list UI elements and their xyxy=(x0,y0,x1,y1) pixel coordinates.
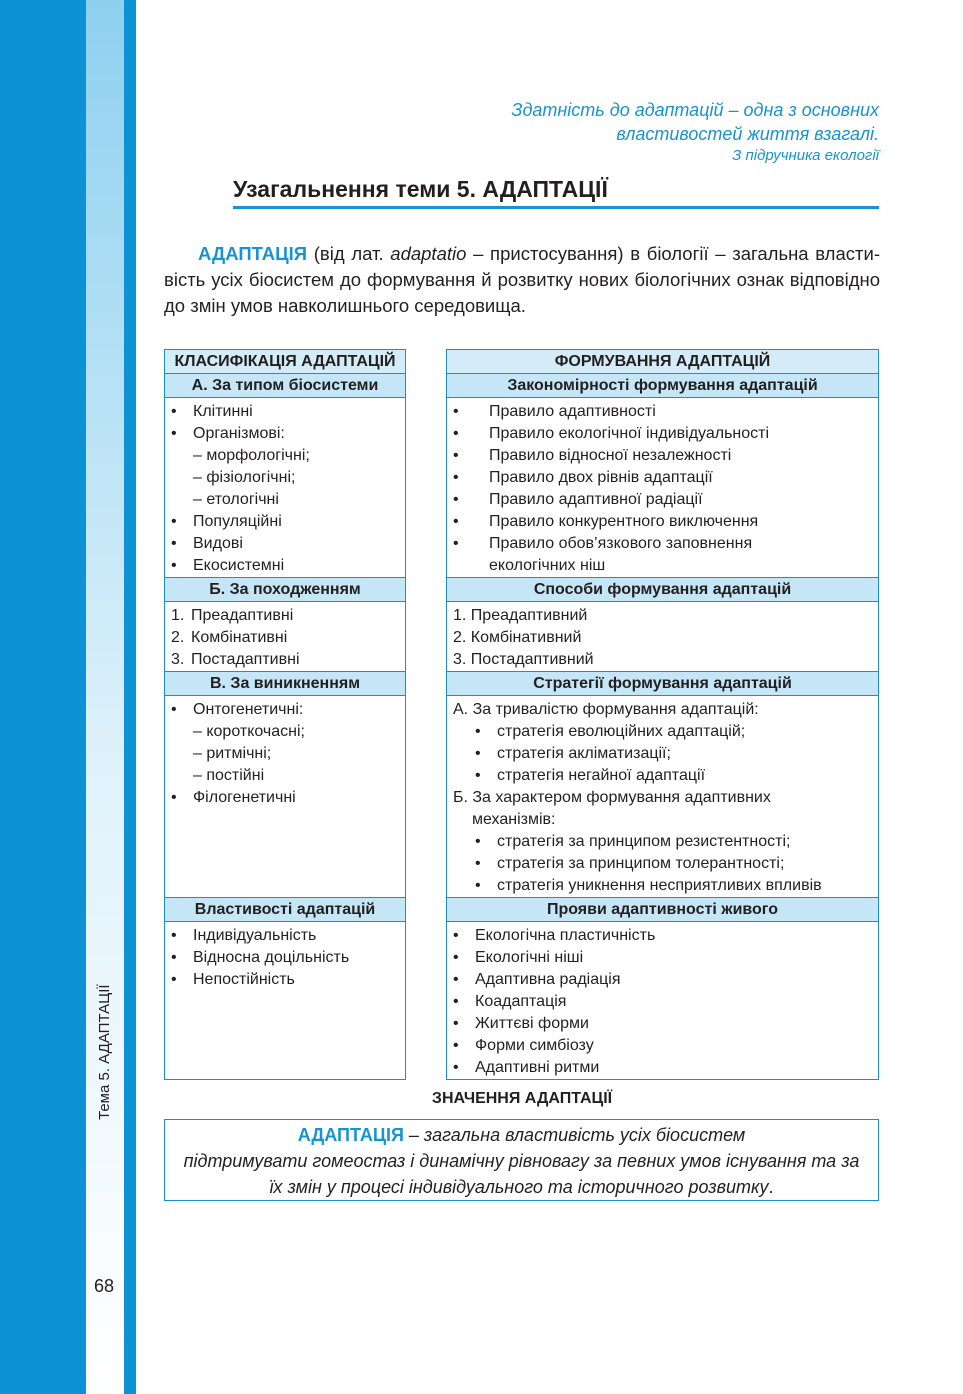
list-item xyxy=(171,743,399,765)
significance-line-1 xyxy=(165,1122,878,1148)
list-bullet: • xyxy=(475,723,481,740)
list-bullet: • xyxy=(171,425,177,442)
list-item-text: Екосистемні xyxy=(193,557,285,574)
list-item-text: Правило двох рівнів адаптації xyxy=(489,469,713,486)
list-item-text: Екологічні ніші xyxy=(475,949,584,966)
list-item-text: – короткочасні; xyxy=(193,723,305,740)
list-item-text: 1. Преадаптивний xyxy=(453,607,588,624)
list-item xyxy=(453,925,872,947)
epigraph-line-2: властивостей життя взагалі. xyxy=(616,124,879,144)
list-bullet: • xyxy=(453,447,459,464)
list-item xyxy=(453,721,872,743)
list-item-text: – морфологічні; xyxy=(193,447,310,464)
list-item-text: Б. За характером формування адаптивних xyxy=(453,789,771,806)
side-band-gradient xyxy=(86,0,124,1394)
list-bullet: • xyxy=(475,767,481,784)
list-item-text: – ритмічні; xyxy=(193,745,272,762)
list-bullet: • xyxy=(453,491,459,508)
formation-table xyxy=(446,349,879,1080)
list-item-text: Адаптивна радіація xyxy=(475,971,621,988)
list-item xyxy=(453,445,872,467)
list-item xyxy=(171,947,399,969)
list-item xyxy=(171,605,399,627)
section-title: Закономірності формування адаптацій xyxy=(447,374,879,398)
epigraph xyxy=(511,98,879,166)
list-item xyxy=(453,649,872,671)
list-item xyxy=(453,853,872,875)
list-item-text: Коадаптація xyxy=(475,993,567,1010)
list-bullet: • xyxy=(171,513,177,530)
list-item xyxy=(171,511,399,533)
list-bullet: • xyxy=(453,971,459,988)
list-item-text: Правило конкурентного виключення xyxy=(489,513,759,530)
list-item xyxy=(171,787,399,809)
list-bullet: • xyxy=(171,535,177,552)
section-title: Стратегії формування адаптацій xyxy=(447,672,879,696)
significance-title: ЗНАЧЕННЯ АДАПТАЦІЇ xyxy=(431,1090,613,1107)
list-item xyxy=(453,489,872,511)
list-item-text: Індивідуальність xyxy=(193,927,317,944)
intro-term: АДАПТАЦІЯ xyxy=(198,243,308,264)
intro-text-1: (від лат. xyxy=(307,243,391,264)
list-item-text: – етологічні xyxy=(193,491,279,508)
list-item xyxy=(453,809,872,831)
list-item xyxy=(453,627,872,649)
list-item-text: Постадаптивні xyxy=(191,651,300,668)
list-item-text: Правило адаптивної радіації xyxy=(489,491,703,508)
list-item-text: Філогенетичні xyxy=(193,789,296,806)
title-underline xyxy=(233,206,879,209)
list-item xyxy=(453,787,872,809)
list-item-text: стратегія уникнення несприятливих впливів xyxy=(497,877,822,894)
significance-text-1: – загальна властивість усіх біосистем xyxy=(403,1125,746,1145)
page-title: Узагальнення теми 5. АДАПТАЦІЇ xyxy=(233,176,608,202)
section-body xyxy=(447,602,879,672)
list-item-text: 3. Постадаптивний xyxy=(453,651,594,668)
list-item xyxy=(171,533,399,555)
list-bullet: 3. xyxy=(171,651,185,668)
section-body xyxy=(165,602,406,672)
list-bullet: 1. xyxy=(171,607,185,624)
list-item xyxy=(171,969,399,991)
list-bullet: • xyxy=(171,557,177,574)
intro-paragraph xyxy=(164,241,880,319)
list-item-text: стратегія за принципом резистентності; xyxy=(497,833,791,850)
list-item-text: – фізіологічні; xyxy=(193,469,296,486)
list-item-text: Правило екологічної індивідуальності xyxy=(489,425,770,442)
list-item xyxy=(171,555,399,577)
list-item-text: стратегія негайної адаптації xyxy=(497,767,706,784)
significance-term: АДАПТАЦІЯ xyxy=(297,1125,404,1145)
list-item-text: А. За тривалістю формування адаптацій: xyxy=(453,701,759,718)
list-item-text: Преадаптивні xyxy=(191,607,294,624)
section-body xyxy=(447,922,879,1080)
epigraph-line-1: Здатність до адаптацій – одна з основних xyxy=(511,100,879,120)
list-item xyxy=(453,467,872,489)
list-item xyxy=(453,1035,872,1057)
list-item-text: стратегія еволюційних адаптацій; xyxy=(497,723,746,740)
side-band-stripe xyxy=(124,0,136,1394)
list-item xyxy=(453,401,872,423)
list-item xyxy=(171,401,399,423)
list-item xyxy=(171,467,399,489)
significance-text-3: їх змін у процесі індивідуального та історичного розвитку xyxy=(269,1177,769,1197)
significance-box xyxy=(164,1119,879,1201)
section-body xyxy=(165,696,406,898)
list-bullet: • xyxy=(475,833,481,850)
section-title: Властивості адаптацій xyxy=(165,898,406,922)
list-item xyxy=(171,627,399,649)
list-item xyxy=(453,765,872,787)
list-bullet: • xyxy=(171,971,177,988)
significance-line-3 xyxy=(165,1174,878,1200)
list-bullet: • xyxy=(453,403,459,420)
section-title: Прояви адаптивності живого xyxy=(447,898,879,922)
list-bullet: • xyxy=(171,403,177,420)
list-bullet: • xyxy=(453,1015,459,1032)
list-item xyxy=(453,699,872,721)
section-body xyxy=(165,922,406,1080)
list-item-text: 2. Комбінативний xyxy=(453,629,582,646)
page-number: 68 xyxy=(94,1276,115,1296)
list-item xyxy=(171,699,399,721)
list-item-text: стратегія акліматизації; xyxy=(497,745,671,762)
list-bullet: • xyxy=(453,927,459,944)
list-item xyxy=(453,947,872,969)
list-item-text: Адаптивні ритми xyxy=(475,1059,600,1076)
section-title: В. За виникненням xyxy=(165,672,406,696)
section-title: Б. За походженням xyxy=(165,578,406,602)
list-item-text: – постійні xyxy=(193,767,265,784)
list-bullet: • xyxy=(453,1037,459,1054)
list-item xyxy=(171,721,399,743)
intro-latin: adaptatio xyxy=(390,243,467,264)
list-bullet: • xyxy=(475,877,481,894)
list-item-text: екологічних ніш xyxy=(489,557,606,574)
list-item-text: Форми симбіозу xyxy=(475,1037,594,1054)
list-item-text: Правило обов’язкового заповнення xyxy=(489,535,753,552)
section-title: Способи формування адаптацій xyxy=(447,578,879,602)
list-bullet: • xyxy=(453,425,459,442)
list-item xyxy=(453,1057,872,1079)
formation-header: ФОРМУВАННЯ АДАПТАЦІЙ xyxy=(447,350,879,374)
list-item xyxy=(453,969,872,991)
classification-header: КЛАСИФІКАЦІЯ АДАПТАЦІЙ xyxy=(165,350,406,374)
section-title: А. За типом біосистеми xyxy=(165,374,406,398)
list-bullet: • xyxy=(171,789,177,806)
list-item xyxy=(453,991,872,1013)
running-topic: Тема 5. АДАПТАЦІЇ xyxy=(96,984,113,1120)
list-item xyxy=(171,649,399,671)
list-bullet: • xyxy=(453,949,459,966)
list-bullet: 2. xyxy=(171,629,185,646)
list-item xyxy=(171,489,399,511)
list-bullet: • xyxy=(475,745,481,762)
list-item xyxy=(453,831,872,853)
epigraph-source: З підручника екології xyxy=(732,147,879,164)
list-bullet: • xyxy=(171,949,177,966)
list-item-text: механізмів: xyxy=(472,811,556,828)
list-item xyxy=(453,605,872,627)
list-item-text: Непостійність xyxy=(193,971,295,988)
list-item-text: Видові xyxy=(193,535,243,552)
classification-table xyxy=(164,349,406,1080)
list-bullet: • xyxy=(453,1059,459,1076)
list-item-text: стратегія за принципом толерантності; xyxy=(497,855,785,872)
list-item-text: Відносна доцільність xyxy=(193,949,350,966)
list-item-text: Комбінативні xyxy=(191,629,288,646)
list-bullet: • xyxy=(453,513,459,530)
list-item-text: Життєві форми xyxy=(475,1015,589,1032)
significance-line-2: підтримувати гомеостаз і динамічну рівновагу за певних умов існування та за xyxy=(183,1151,860,1171)
list-item-text: Правило відносної незалежності xyxy=(489,447,732,464)
section-body xyxy=(447,696,879,898)
list-item-text: Екологічна пластичність xyxy=(475,927,656,944)
list-bullet: • xyxy=(453,469,459,486)
side-band xyxy=(0,0,86,1394)
list-item xyxy=(171,925,399,947)
list-item xyxy=(171,423,399,445)
list-item xyxy=(171,445,399,467)
list-item xyxy=(453,555,872,577)
list-item xyxy=(453,423,872,445)
list-item xyxy=(453,875,872,897)
list-bullet: • xyxy=(453,535,459,552)
list-item xyxy=(453,743,872,765)
list-item xyxy=(453,511,872,533)
section-body xyxy=(165,398,406,578)
list-bullet: • xyxy=(475,855,481,872)
list-bullet: • xyxy=(453,993,459,1010)
intro-text-2: – пристосування) в біології – загальна властивість усіх біосистем до формування й розвитку нових біологічних ознак відповідно до змін умов навколишнього середовища. xyxy=(164,243,880,316)
list-item-text: Популяційні xyxy=(193,513,282,530)
list-item-text: Онтогенетичні: xyxy=(193,701,304,718)
list-item xyxy=(453,1013,872,1035)
list-item-text: Правило адаптивності xyxy=(489,403,656,420)
significance-period: . xyxy=(768,1177,774,1197)
section-body xyxy=(447,398,879,578)
list-item xyxy=(453,533,872,555)
list-item-text: Організмові: xyxy=(193,425,285,442)
list-item xyxy=(171,765,399,787)
list-bullet: • xyxy=(171,927,177,944)
list-item-text: Клітинні xyxy=(193,403,253,420)
list-bullet: • xyxy=(171,701,177,718)
